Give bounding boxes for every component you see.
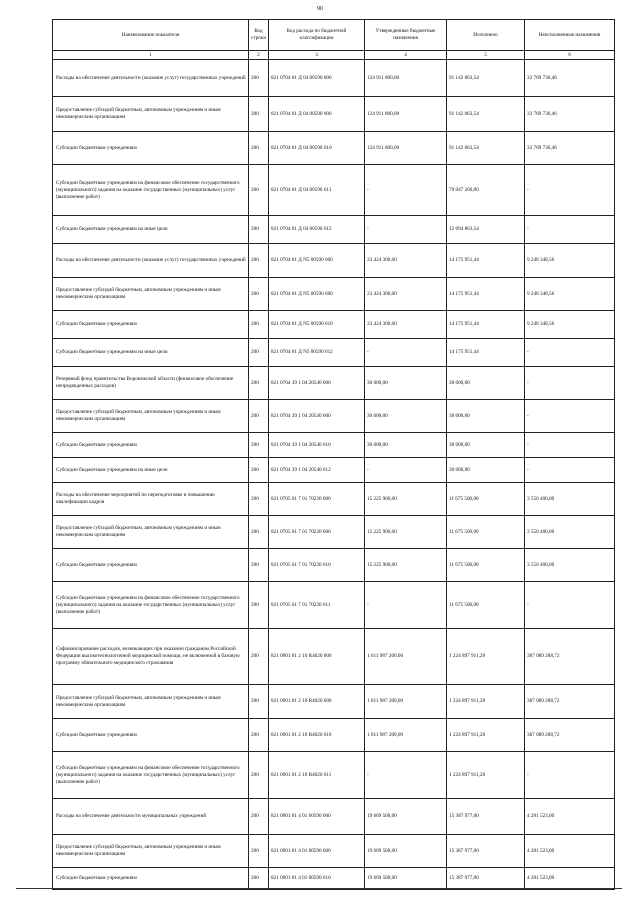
- row-executed: 1 224 897 911,28: [447, 629, 525, 685]
- row-approved: 15 225 900,00: [365, 516, 447, 549]
- row-name: Расходы на обеспечение деятельности (оказание услуг) государственных учреждений: [53, 60, 249, 97]
- row-name: Субсидии бюджетным учреждениям на финансовое обеспечение государственного (муниципального) задания на оказание государственных (муниципальных) услуг (выполнение работ): [53, 752, 249, 799]
- row-executed: 79 047 200,00: [447, 165, 525, 216]
- row-name: Субсидии бюджетным учреждениям на финансовое обеспечение государственного (муниципального) задания на оказание государственных (муниципальных) услуг (выполнение работ): [53, 165, 249, 216]
- row-unexecuted: 387 089 288,72: [525, 629, 615, 685]
- row-code: 200: [249, 278, 269, 311]
- row-executed: 30 000,00: [447, 400, 525, 433]
- table-row: [53, 216, 615, 244]
- row-approved: 1 611 987 200,00: [365, 629, 447, 685]
- row-code: 200: [249, 400, 269, 433]
- table-row: [53, 719, 615, 752]
- row-code: 200: [249, 458, 269, 483]
- row-unexecuted: 4 281 523,00: [525, 835, 615, 868]
- table-row: [53, 244, 615, 278]
- table-row: [53, 458, 615, 483]
- table-row: [53, 433, 615, 458]
- row-name: Предоставление субсидий бюджетным, автономным учреждениям и иным некоммерческим организациям: [53, 685, 249, 719]
- row-budget-code: 821 0704 01 Д 04 00590 600: [269, 97, 365, 132]
- row-budget-code: 821 0705 01 7 01 70230 000: [269, 483, 365, 516]
- row-approved: 30 000,00: [365, 433, 447, 458]
- row-approved: 15 225 900,00: [365, 483, 447, 516]
- footer-divider: [16, 888, 622, 889]
- row-unexecuted: 9 248 348,56: [525, 311, 615, 339]
- row-budget-code: 821 0901 01 2 10 R4020 600: [269, 685, 365, 719]
- row-budget-code: 821 0901 01 2 10 R4020 611: [269, 752, 365, 799]
- row-budget-code: 821 0901 01 4 01 00590 000: [269, 799, 365, 835]
- row-executed: 30 000,00: [447, 433, 525, 458]
- row-budget-code: 821 0901 01 4 01 00590 610: [269, 868, 365, 890]
- row-unexecuted: 3 550 400,00: [525, 516, 615, 549]
- row-executed: 91 142 063,54: [447, 60, 525, 97]
- row-unexecuted: 9 248 348,56: [525, 278, 615, 311]
- col-header-approved: Утвержденные бюджетные назначения: [365, 20, 447, 51]
- row-code: 200: [249, 516, 269, 549]
- row-budget-code: 821 0704 01 Д 04 00590 000: [269, 60, 365, 97]
- row-budget-code: 821 0704 01 Д N5 00590 612: [269, 339, 365, 367]
- table-row: [53, 685, 615, 719]
- row-budget-code: 821 0705 01 7 01 70230 610: [269, 549, 365, 582]
- col-header-executed: Исполнено: [447, 20, 525, 51]
- table-row: [53, 60, 615, 97]
- row-unexecuted: 33 769 736,46: [525, 132, 615, 165]
- row-name: Софинансирование расходов, возникающих при оказании гражданам Российской Федерации высокотехнологичной медицинской помощи, не включенной в базовую программу обязательного медицинского страхования: [53, 629, 249, 685]
- table-row: [53, 752, 615, 799]
- row-executed: 14 175 951,44: [447, 278, 525, 311]
- row-executed: 11 675 500,00: [447, 549, 525, 582]
- row-unexecuted: -: [525, 433, 615, 458]
- table-row: [53, 549, 615, 582]
- row-executed: 91 142 063,54: [447, 132, 525, 165]
- row-executed: 14 175 951,44: [447, 339, 525, 367]
- row-approved: 23 424 300,00: [365, 244, 447, 278]
- row-executed: 30 000,00: [447, 458, 525, 483]
- row-name: Субсидии бюджетным учреждениям: [53, 311, 249, 339]
- row-unexecuted: 3 550 400,00: [525, 483, 615, 516]
- row-code: 200: [249, 752, 269, 799]
- row-approved: 30 000,00: [365, 367, 447, 400]
- row-budget-code: 821 0901 01 4 01 00590 600: [269, 835, 365, 868]
- row-approved: 23 424 300,00: [365, 278, 447, 311]
- row-budget-code: 821 0704 39 1 04 20540 600: [269, 400, 365, 433]
- row-code: 200: [249, 549, 269, 582]
- row-approved: 19 669 500,00: [365, 868, 447, 890]
- row-unexecuted: 3 550 400,00: [525, 549, 615, 582]
- row-budget-code: 821 0704 39 1 04 20540 000: [269, 367, 365, 400]
- column-number: 4: [365, 51, 447, 60]
- row-unexecuted: -: [525, 458, 615, 483]
- table-header-row: [53, 20, 615, 51]
- row-unexecuted: 387 089 288,72: [525, 719, 615, 752]
- row-executed: 11 675 500,00: [447, 483, 525, 516]
- table-row: [53, 629, 615, 685]
- table-row: [53, 582, 615, 629]
- row-unexecuted: -: [525, 339, 615, 367]
- row-code: 200: [249, 339, 269, 367]
- row-approved: 15 225 900,00: [365, 549, 447, 582]
- row-unexecuted: 387 089 288,72: [525, 685, 615, 719]
- row-budget-code: 821 0705 01 7 01 70230 611: [269, 582, 365, 629]
- row-approved: 1 611 987 200,00: [365, 719, 447, 752]
- row-name: Субсидии бюджетным учреждениям: [53, 433, 249, 458]
- row-name: Субсидии бюджетным учреждениям: [53, 868, 249, 890]
- row-approved: -: [365, 458, 447, 483]
- row-code: 200: [249, 165, 269, 216]
- column-number: 2: [249, 51, 269, 60]
- row-budget-code: 821 0704 01 Д N5 00590 600: [269, 278, 365, 311]
- row-budget-code: 821 0704 39 1 04 20540 612: [269, 458, 365, 483]
- row-name: Предоставление субсидий бюджетным, автономным учреждениям и иным некоммерческим организациям: [53, 835, 249, 868]
- row-unexecuted: -: [525, 752, 615, 799]
- row-executed: 15 387 977,00: [447, 868, 525, 890]
- row-unexecuted: -: [525, 165, 615, 216]
- row-budget-code: 821 0704 01 Д 04 00590 612: [269, 216, 365, 244]
- row-executed: 91 142 063,54: [447, 97, 525, 132]
- page-number: 90: [317, 6, 323, 12]
- row-approved: -: [365, 339, 447, 367]
- row-unexecuted: -: [525, 582, 615, 629]
- row-code: 200: [249, 433, 269, 458]
- row-code: 200: [249, 868, 269, 890]
- row-name: Субсидии бюджетным учреждениям: [53, 132, 249, 165]
- row-code: 200: [249, 244, 269, 278]
- column-number: 6: [525, 51, 615, 60]
- row-executed: 30 000,00: [447, 367, 525, 400]
- table-row: [53, 339, 615, 367]
- row-unexecuted: -: [525, 216, 615, 244]
- row-unexecuted: 33 769 736,46: [525, 60, 615, 97]
- row-approved: -: [365, 216, 447, 244]
- row-executed: 15 387 977,00: [447, 835, 525, 868]
- row-budget-code: 821 0704 01 Д 04 00590 610: [269, 132, 365, 165]
- row-executed: 12 094 863,54: [447, 216, 525, 244]
- row-code: 200: [249, 216, 269, 244]
- row-name: Субсидии бюджетным учреждениям на иные цели: [53, 458, 249, 483]
- row-budget-code: 821 0704 01 Д 04 00590 611: [269, 165, 365, 216]
- table-row: [53, 311, 615, 339]
- row-budget-code: 821 0704 01 Д N5 00590 610: [269, 311, 365, 339]
- row-name: Расходы на обеспечение деятельности (оказание услуг) государственных учреждений: [53, 244, 249, 278]
- row-approved: 19 669 500,00: [365, 799, 447, 835]
- row-code: 200: [249, 629, 269, 685]
- table-row: [53, 799, 615, 835]
- row-approved: -: [365, 165, 447, 216]
- row-executed: 1 224 897 911,28: [447, 719, 525, 752]
- row-unexecuted: -: [525, 400, 615, 433]
- col-header-code: Код строки: [249, 20, 269, 51]
- row-name: Предоставление субсидий бюджетным, автономным учреждениям и иным некоммерческим организациям: [53, 400, 249, 433]
- row-unexecuted: 4 281 523,00: [525, 799, 615, 835]
- row-name: Предоставление субсидий бюджетным, автономным учреждениям и иным некоммерческим организациям: [53, 278, 249, 311]
- table-row: [53, 483, 615, 516]
- row-name: Расходы на обеспечение мероприятий по переподготовке и повышению квалификации кадров: [53, 483, 249, 516]
- row-code: 200: [249, 835, 269, 868]
- row-name: Субсидии бюджетным учреждениям: [53, 719, 249, 752]
- row-code: 200: [249, 799, 269, 835]
- row-budget-code: 821 0705 01 7 01 70230 600: [269, 516, 365, 549]
- table-row: [53, 165, 615, 216]
- row-executed: 11 675 500,00: [447, 582, 525, 629]
- row-name: Резервный фонд правительства Воронежской области (финансовое обеспечение непредвиденных расходов): [53, 367, 249, 400]
- row-budget-code: 821 0704 01 Д N5 00590 000: [269, 244, 365, 278]
- col-header-budget-code: Код расхода по бюджетной классификации: [269, 20, 365, 51]
- row-executed: 14 175 951,44: [447, 311, 525, 339]
- row-code: 200: [249, 685, 269, 719]
- column-number-row: [53, 51, 615, 60]
- table-row: [53, 868, 615, 890]
- column-number: 5: [447, 51, 525, 60]
- table-row: [53, 97, 615, 132]
- row-approved: 23 424 300,00: [365, 311, 447, 339]
- row-name: Субсидии бюджетным учреждениям на иные цели: [53, 216, 249, 244]
- row-unexecuted: 4 281 523,00: [525, 868, 615, 890]
- col-header-unexecuted: Неисполненные назначения: [525, 20, 615, 51]
- row-code: 200: [249, 60, 269, 97]
- row-code: 200: [249, 132, 269, 165]
- table-row: [53, 132, 615, 165]
- row-approved: 1 611 987 200,00: [365, 685, 447, 719]
- row-unexecuted: -: [525, 367, 615, 400]
- col-header-name: Наименование показателя: [53, 20, 249, 51]
- row-name: Предоставление субсидий бюджетным, автономным учреждениям и иным некоммерческим организациям: [53, 516, 249, 549]
- row-code: 200: [249, 311, 269, 339]
- table-row: [53, 400, 615, 433]
- table-row: [53, 516, 615, 549]
- table-row: [53, 367, 615, 400]
- row-name: Расходы на обеспечение деятельности муниципальных учреждений: [53, 799, 249, 835]
- row-name: Субсидии бюджетным учреждениям: [53, 549, 249, 582]
- row-unexecuted: 9 248 348,56: [525, 244, 615, 278]
- row-code: 200: [249, 483, 269, 516]
- row-approved: -: [365, 752, 447, 799]
- column-number: 3: [269, 51, 365, 60]
- row-name: Предоставление субсидий бюджетным, автономным учреждениям и иным некоммерческим организациям: [53, 97, 249, 132]
- row-budget-code: 821 0901 01 2 10 R4020 000: [269, 629, 365, 685]
- row-approved: 30 000,00: [365, 400, 447, 433]
- column-number: 1: [53, 51, 249, 60]
- row-budget-code: 821 0901 01 2 10 R4020 610: [269, 719, 365, 752]
- budget-execution-table: [52, 19, 615, 890]
- row-approved: 124 911 800,00: [365, 97, 447, 132]
- row-code: 200: [249, 582, 269, 629]
- table-body: [53, 60, 615, 890]
- row-approved: -: [365, 582, 447, 629]
- row-approved: 19 669 500,00: [365, 835, 447, 868]
- row-executed: 1 224 897 911,28: [447, 752, 525, 799]
- row-name: Субсидии бюджетным учреждениям на иные цели: [53, 339, 249, 367]
- table-row: [53, 835, 615, 868]
- row-code: 200: [249, 97, 269, 132]
- row-executed: 15 387 977,00: [447, 799, 525, 835]
- row-approved: 124 911 800,00: [365, 60, 447, 97]
- row-code: 200: [249, 367, 269, 400]
- row-executed: 11 675 500,00: [447, 516, 525, 549]
- row-executed: 1 224 897 911,28: [447, 685, 525, 719]
- row-executed: 14 175 951,44: [447, 244, 525, 278]
- row-budget-code: 821 0704 39 1 04 20540 610: [269, 433, 365, 458]
- row-name: Субсидии бюджетным учреждениям на финансовое обеспечение государственного (муниципального) задания на оказание государственных (муниципальных) услуг (выполнение работ): [53, 582, 249, 629]
- row-approved: 124 911 800,00: [365, 132, 447, 165]
- row-code: 200: [249, 719, 269, 752]
- row-unexecuted: 33 769 736,46: [525, 97, 615, 132]
- table-row: [53, 278, 615, 311]
